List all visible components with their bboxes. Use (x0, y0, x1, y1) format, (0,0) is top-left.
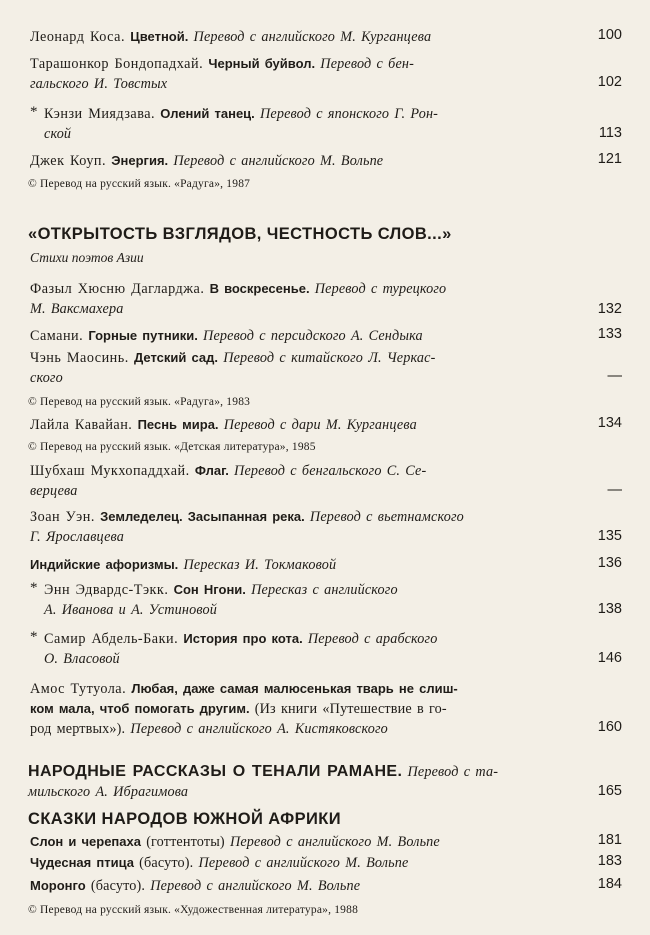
entry-translator: Перевод с китайского Л. Черкас- (223, 350, 436, 366)
star-marker: * (30, 104, 38, 120)
entry-translator: Перевод с английского М. Курганцева (193, 29, 432, 45)
entry-author: Кэнзи Миядзава. (44, 106, 156, 122)
entry-translator: А. Иванова и А. Устиновой (44, 602, 217, 618)
entry-translator: Перевод с та- (407, 764, 499, 780)
entry-translator: Перевод с английского М. Вольпе (150, 878, 361, 894)
section-heading: «ОТКРЫТОСТЬ ВЗГЛЯДОВ, ЧЕСТНОСТЬ СЛОВ...» (28, 225, 452, 243)
page-number: 113 (598, 125, 622, 141)
page-number: 165 (597, 783, 622, 799)
toc-entry (30, 326, 590, 346)
entry-title: Энергия. (111, 153, 169, 168)
entry-title: Сон Нгони. (173, 582, 246, 597)
entry-title: Цветной. (130, 29, 189, 44)
entry-author: Фазыл Хюсню Дагларджа. (30, 281, 205, 297)
entry-note: (басуто). (90, 878, 146, 894)
page-number: — (607, 368, 622, 384)
toc-entry (44, 104, 604, 144)
copyright-line: © Перевод на русский язык. «Художественная литература», 1988 (28, 904, 359, 916)
section-heading: СКАЗКИ НАРОДОВ ЮЖНОЙ АФРИКИ (28, 810, 341, 828)
entry-title: В воскресенье. (209, 281, 310, 296)
page-number: 183 (597, 853, 622, 869)
entry-title: ком мала, чтоб помогать другим. (30, 701, 250, 716)
toc-entry (44, 580, 604, 620)
entry-translator: Пересказ с английского (251, 582, 398, 598)
entry-title: Любая, даже самая малюсенькая тварь не слиш- (131, 681, 458, 696)
toc-entry (44, 629, 604, 669)
entry-translator: Перевод с вьетнамского (309, 509, 464, 525)
page-number: 100 (597, 27, 622, 43)
entry-translator: О. Власовой (44, 651, 120, 667)
entry-title: Индийские афоризмы. (30, 557, 179, 572)
entry-translator: Перевод с персидского А. Сендыка (203, 328, 423, 344)
entry-author: Амос Тутуола. (30, 681, 127, 697)
page-number: 121 (597, 151, 622, 167)
entry-translator: Перевод с арабского (307, 631, 438, 647)
page-number: 132 (597, 301, 622, 317)
entry-title: Детский сад. (133, 350, 218, 365)
entry-author: Тарашонкор Бондопадхай. (30, 56, 204, 72)
entry-translator: Перевод с турецкого (314, 281, 447, 297)
star-marker: * (30, 580, 38, 596)
page-number: 134 (597, 415, 622, 431)
page-number: 133 (597, 326, 622, 342)
page-number: 160 (597, 719, 622, 735)
entry-translator: Перевод с японского Г. Рон- (260, 106, 439, 122)
entry-author: Энн Эдвардс-Тэкк. (44, 582, 169, 598)
toc-entry (30, 555, 590, 575)
entry-note: (басуто). (139, 855, 194, 871)
entry-author: Чэнь Маосинь. (30, 350, 129, 366)
page-number: 184 (597, 876, 622, 892)
toc-entry (30, 679, 590, 739)
copyright-line: © Перевод на русский язык. «Детская литература», 1985 (28, 441, 316, 453)
entry-author: Самани. (30, 328, 84, 344)
entry-translator: Пересказ И. Токмаковой (183, 557, 337, 573)
entry-title: Черный буйвол. (208, 56, 316, 71)
star-marker: * (30, 629, 38, 645)
entry-author: Леонард Коса. (30, 29, 125, 45)
entry-note: (готтентоты) (146, 834, 225, 850)
toc-entry (28, 762, 588, 802)
entry-author: Зоан Уэн. (30, 509, 95, 525)
entry-author: Шубхаш Мукхопаддхай. (30, 463, 190, 479)
toc-entry (30, 279, 590, 319)
entry-author: Джек Коуп. (30, 153, 107, 169)
page-number: 135 (597, 528, 622, 544)
entry-note: (Из книги «Путешествие в го- (254, 701, 447, 717)
toc-entry (30, 832, 590, 852)
copyright-line: © Перевод на русский язык. «Радуга», 1987 (28, 178, 251, 190)
entry-title: Олений танец. (160, 106, 255, 121)
entry-note: род мертвых»). (30, 721, 126, 737)
entry-translator: М. Ваксмахера (30, 301, 124, 317)
entry-translator: Перевод с английского А. Кистяковского (130, 721, 388, 737)
toc-entry (30, 876, 590, 896)
entry-translator: Перевод с английского М. Вольпе (173, 153, 384, 169)
section-subheading: Стихи поэтов Азии (30, 250, 144, 265)
entry-translator: Перевод с дари М. Курганцева (223, 417, 417, 433)
entry-translator: Перевод с бен- (320, 56, 414, 72)
toc-entry (30, 461, 590, 501)
entry-translator: ской (44, 126, 72, 142)
toc-entry (30, 853, 590, 873)
entry-translator: гальского И. Товстых (30, 76, 168, 92)
entry-title: Горные путники. (88, 328, 198, 343)
entry-title: История про кота. (183, 631, 303, 646)
entry-translator: верцева (30, 483, 78, 499)
entry-translator: Перевод с бенгальского С. Се- (234, 463, 427, 479)
copyright-line: © Перевод на русский язык. «Радуга», 1983 (28, 396, 251, 408)
toc-entry (30, 348, 590, 388)
page-number: 102 (597, 74, 622, 90)
entry-author: Лайла Кавайан. (30, 417, 133, 433)
page-number: 138 (597, 601, 622, 617)
page-number: — (607, 482, 622, 498)
entry-translator: ского (30, 370, 63, 386)
toc-entry (30, 415, 590, 435)
toc-entry (30, 151, 590, 171)
entry-title: Земледелец. Засыпанная река. (100, 509, 305, 524)
toc-entry (30, 507, 590, 547)
page-number: 181 (597, 832, 622, 848)
entry-author: Самир Абдель-Баки. (44, 631, 179, 647)
page-number: 146 (597, 650, 622, 666)
entry-translator: Перевод с английского М. Вольпе (229, 834, 440, 850)
entry-title: Слон и черепаха (30, 834, 141, 849)
toc-entry (30, 54, 590, 94)
entry-translator: мильского А. Ибрагимова (28, 784, 189, 800)
entry-translator: Г. Ярославцева (30, 529, 125, 545)
entry-title: Песнь мира. (137, 417, 219, 432)
entry-translator: Перевод с английского М. Вольпе (198, 855, 409, 871)
section-heading: НАРОДНЫЕ РАССКАЗЫ О ТЕНАЛИ РАМАНЕ. (28, 763, 403, 780)
entry-title: Флаг. (194, 463, 229, 478)
entry-title: Моронго (30, 878, 86, 893)
toc-entry (30, 27, 590, 47)
entry-title: Чудесная птица (30, 855, 134, 870)
page-number: 136 (597, 555, 622, 571)
